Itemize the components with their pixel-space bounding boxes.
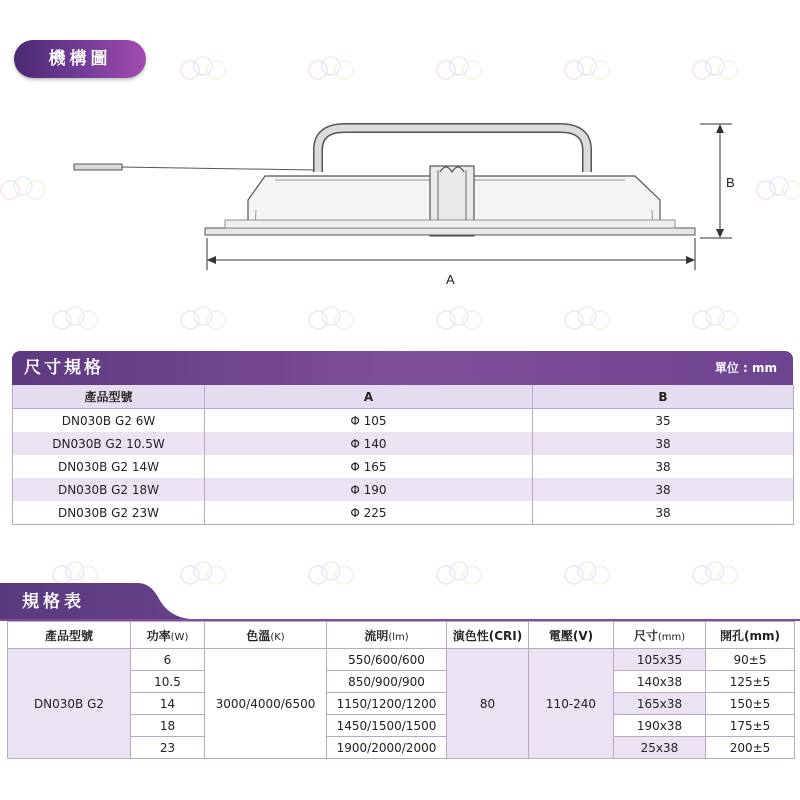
column-header-size: 尺寸(mm) [614, 622, 706, 649]
lumen-cell: 550/600/600 [327, 649, 447, 671]
column-header-cri: 演色性(CRI) [447, 622, 529, 649]
model-cell: DN030B G2 23W [13, 501, 205, 525]
model-cell: DN030B G2 18W [13, 478, 205, 501]
downlight-mechanical-diagram [60, 110, 760, 300]
cri-cell: 80 [447, 649, 529, 759]
column-header-model: 產品型號 [8, 622, 131, 649]
size-cell: 25x38 [614, 737, 706, 759]
table-row [8, 649, 795, 671]
table-row [13, 432, 794, 455]
model-cell: DN030B G2 [8, 649, 131, 759]
column-header-color-temp: 色溫(K) [205, 622, 327, 649]
power-cell: 14 [131, 693, 205, 715]
dimension-b-cell: 38 [533, 432, 794, 455]
lumen-cell: 1450/1500/1500 [327, 715, 447, 737]
power-cell: 23 [131, 737, 205, 759]
power-cell: 18 [131, 715, 205, 737]
size-cell: 140x38 [614, 671, 706, 693]
column-header-a: A [205, 385, 533, 409]
specs-title: 規格表 [22, 592, 85, 612]
column-header-b: B [533, 385, 794, 409]
size-cell: 165x38 [614, 693, 706, 715]
model-cell: DN030B G2 6W [13, 409, 205, 433]
dimension-b-cell: 38 [533, 501, 794, 525]
table-row [13, 409, 794, 433]
dimension-a-cell: Φ 190 [205, 478, 533, 501]
cutout-cell: 175±5 [706, 715, 795, 737]
dimensions-header [12, 351, 793, 385]
size-cell: 190x38 [614, 715, 706, 737]
power-cell: 10.5 [131, 671, 205, 693]
dimensions-header-row [13, 385, 794, 409]
dimension-label-a: A [446, 272, 455, 287]
section-title-mechanism: 機構圖 [14, 40, 146, 78]
cutout-cell: 200±5 [706, 737, 795, 759]
dimension-b-cell: 38 [533, 455, 794, 478]
color-temp-cell: 3000/4000/6500 [205, 649, 327, 759]
lumen-cell: 1900/2000/2000 [327, 737, 447, 759]
power-cell: 6 [131, 649, 205, 671]
dimensions-table [12, 385, 794, 525]
dimension-b-cell: 35 [533, 409, 794, 433]
dimension-a-cell: Φ 140 [205, 432, 533, 455]
specs-header-band [0, 583, 800, 621]
model-cell: DN030B G2 14W [13, 455, 205, 478]
cutout-cell: 150±5 [706, 693, 795, 715]
dimension-b-cell: 38 [533, 478, 794, 501]
dimension-a-cell: Φ 105 [205, 409, 533, 433]
column-header-voltage: 電壓(V) [529, 622, 614, 649]
table-row [13, 455, 794, 478]
dimension-label-b: B [726, 175, 735, 190]
lumen-cell: 1150/1200/1200 [327, 693, 447, 715]
cutout-cell: 125±5 [706, 671, 795, 693]
lumen-cell: 850/900/900 [327, 671, 447, 693]
dimension-a-cell: Φ 225 [205, 501, 533, 525]
column-header-model: 產品型號 [13, 385, 205, 409]
cutout-cell: 90±5 [706, 649, 795, 671]
specs-table [7, 621, 795, 759]
dimensions-unit: 單位 : mm [714, 361, 777, 375]
size-cell: 105x35 [614, 649, 706, 671]
dimensions-title: 尺寸規格 [24, 358, 104, 378]
voltage-cell: 110-240 [529, 649, 614, 759]
column-header-power: 功率(W) [131, 622, 205, 649]
table-row [13, 478, 794, 501]
column-header-cutout: 開孔(mm) [706, 622, 795, 649]
table-row [13, 501, 794, 525]
dimension-a-cell: Φ 165 [205, 455, 533, 478]
specs-header-row [8, 622, 795, 649]
model-cell: DN030B G2 10.5W [13, 432, 205, 455]
column-header-lumen: 流明(lm) [327, 622, 447, 649]
